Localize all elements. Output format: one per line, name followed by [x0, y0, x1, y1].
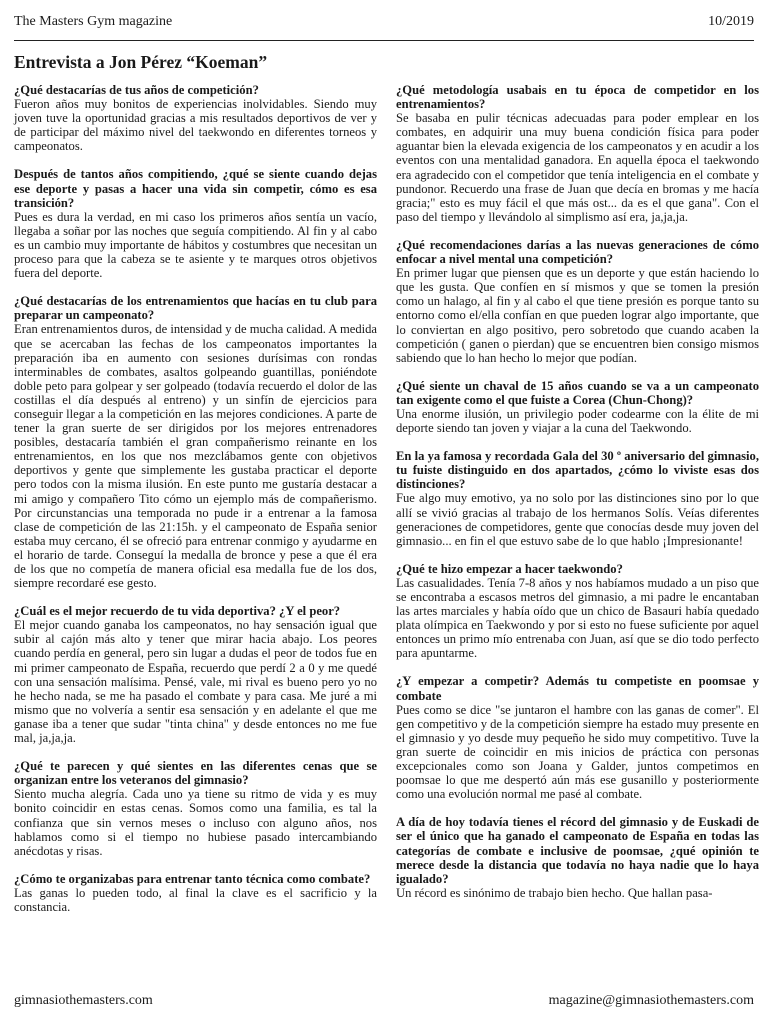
answer: Las casualidades. Tenía 7-8 años y nos habíamos mudado a un piso que se encontraba a escasos metros del gimnasio, a mi padre le encantaban las artes marciales y había oído que un chico de Basauri había quedado plata olímpica en Taekwondo y por si esto no fuese suficiente por aquel entonces un primo mío entrenaba con Juan, así que se dio todo perfecto para apuntarme.: [396, 575, 759, 661]
page-header: [14, 14, 754, 36]
answer: Las ganas lo pueden todo, al final la clave es el sacrificio y la constancia.: [14, 885, 377, 914]
question: ¿Qué te parecen y qué sientes en las diferentes cenas que se organizan entre los veteranos del gimnasio?: [14, 759, 377, 788]
question: ¿Y empezar a competir? Además tu competiste en poomsae y combate: [396, 674, 759, 703]
question: ¿Cuál es el mejor recuerdo de tu vida deportiva? ¿Y el peor?: [14, 604, 341, 619]
issue-date: 10/2019: [708, 14, 754, 29]
question: ¿Cómo te organizabas para entrenar tanto técnica como combate?: [14, 871, 371, 886]
answer: Una enorme ilusión, un privilegio poder codearme con la élite de mi deporte siendo tan joven y viajar a la cuna del Taekwondo.: [396, 406, 759, 436]
question: Después de tantos años compitiendo, ¿qué se siente cuando dejas ese deporte y pasas a hacer una vida sin competir, cómo es esa transición?: [14, 167, 377, 210]
answer: Fueron años muy bonitos de experiencias inolvidables. Siendo muy joven tuve la oportunidad gracias a mis resultados deportivos de ver y de participar del máximo nivel del taekwondo en diferentes torneos y campeonatos.: [14, 97, 377, 154]
header-divider: [14, 40, 754, 41]
answer: Pues como se dice "se juntaron el hambre con las ganas de comer". El gen competitivo y de la competición siempre ha estado muy presente en el gimnasio y yo desde muy pequeño he sido muy competitivo. Tuve la gran suerte de coincidir en mis inicios de práctica con personas excepcionales como son Joana y Galder, juntos competimos en poomsae lo que me despertó aún más ese gusanillo y posteriormente como una evolución normal me pasé al combate.: [396, 702, 759, 802]
answer: En primer lugar que piensen que es un deporte y que están haciendo lo que les gusta. Que confíen en sí mismos y que se tomen la presión como un halago, al fin y al cabo el que tiene presión es porque tanto su entorno como el/ella confían en que pueden lograr algo importante, que lo conviertan en algo positivo, pero sobretodo que cuando acaben la competición ( ganen o pierdan) que se encuentren bien consigo mismos sabiendo que lo han hecho lo mejor que podían.: [396, 266, 759, 365]
answer: Eran entrenamientos duros, de intensidad y de mucha calidad. A medida que se acercaban las fechas de los campeonatos importantes la preparación iba en aumento con sesiones durísimas con rondas interminables de combates, asaltos golpeando guantillas, poniéndote doble peto para golpear y ser golpeado (todavía recuerdo el dolor de las costillas el día después al entreno) y un sinfín de ejercicios para conseguir llegar a la competición en las mejores condiciones. A parte de tener la gran suerte de ser dirigidos por los mejores entrenadores posibles, destacaría también el gran compañerismo reinante en los entrenamientos, en los que nos mezclábamos gente con objetivos deportivos y gente que simplemente les gustaba practicar el deporte pero todos con la misma ilusión. En este punto me gustaría destacar a mi amigo y compañero Tito cómo un ejemplo más de compañerismo. Por circunstancias una temporada no pude ir a entrenar a la famosa clase de competición de las 21:15h. y el campeonato de España senior estaba muy cercano, él se ofreció para entrenar conmigo y ayudarme en el horario de tarde. Conseguí la medalla de bronce y pese a que él era de los que no competía de manera oficial esa medalla fue de los dos, siempre recordaré ese gesto.: [14, 322, 378, 591]
answer: El mejor cuando ganaba los campeonatos, no hay sensación igual que subir al cajón más alto y tener que mirar hacia abajo. Los peores cuando perdía en general, pero sin lugar a dudas el peor de todos fue en mi primer campeonato de España, recuerdo que perdí 2 a 0 y me quedé con una sensación malísima. Pensé, vale, mi rival es bueno pero yo no he hecho nada, se me ha pasado el combate y para casa. Me juré a mi mismo que no volvería a sentir esa sensación y en adelante el que me ganase iba a tener que sudar "tinta china" y desde entonces no me fue mal, ja,ja,ja.: [14, 618, 377, 746]
left-column: [14, 83, 377, 928]
question: ¿Qué destacarías de los entrenamientos que hacías en tu club para preparar un campeonato?: [14, 294, 377, 323]
answer: Se basaba en pulir técnicas adecuadas para poder emplear en los combates, en adquirir una muy buena condición física para poder aguantar bien la elevada exigencia de los campeonatos y en acudir a los eventos con una mentalidad ganadora. En aquella época el taekwondo era agradecido con el competidor que tenía inteligencia en el combate y pundonor. Recuerdo una frase de Juan que decía en bromas y me hacía gracia;" esto es muy fácil el que más ost... da es el que gana". Con el paso del tiempo y llevándolo al simplismo así era, ja,ja,ja.: [396, 111, 759, 224]
answer: Fue algo muy emotivo, ya no solo por las distinciones sino por lo que allí se vivió gracias al trabajo de los hermanos Solís. Veías diferentes generaciones de competidores, gente que conocías desde muy joven del gimnasio... en fin el que estuvo sabe de lo que hablo ¡Impresionante!: [396, 491, 759, 548]
question: En la ya famosa y recordada Gala del 30 º aniversario del gimnasio, tu fuiste distinguido en dos apartados, ¿cómo lo viviste esas dos distinciones?: [396, 449, 759, 492]
publication-name: The Masters Gym magazine: [14, 14, 173, 29]
question: ¿Qué destacarías de tus años de competición?: [14, 83, 259, 97]
answer: Pues es dura la verdad, en mi caso los primeros años sentía un vacío, llegaba a soñar por las noches que seguía compitiendo. Al fin y al cabo es un cambio muy importante de hábitos y costumbres que necesitan un proceso para que la cabeza se te asiente y te marques otros objetivos fuera del deporte.: [14, 209, 377, 281]
question: ¿Qué te hizo empezar a hacer taekwondo?: [396, 561, 623, 576]
website-link[interactable]: gimnasiothemasters.com: [14, 993, 153, 1008]
answer: Un récord es sinónimo de trabajo bien hecho. Que hallan pasa-: [396, 885, 713, 900]
question: ¿Qué metodología usabais en tu época de competidor en los entrenamientos?: [396, 83, 759, 112]
question: ¿Qué recomendaciones darías a las nuevas generaciones de cómo enfocar a nivel mental una competición?: [396, 237, 759, 267]
question: A día de hoy todavía tienes el récord del gimnasio y de Euskadi de ser el único que ha ganado el campeonato de España en todas las categorías de combate e inclusive de poomsae, ¿qué opinión te merece desde la distancia que todavía no haya nadie que lo haya igualado?: [396, 815, 759, 886]
email-link[interactable]: magazine@gimnasiothemasters.com: [548, 993, 754, 1008]
question: ¿Qué siente un chaval de 15 años cuando se va a un campeonato tan exigente como el que fuiste a Corea (Chun-Chong)?: [396, 378, 759, 407]
answer: Siento mucha alegría. Cada uno ya tiene su ritmo de vida y es muy bonito coincidir en estas cenas. Somos como una familia, es tal la confianza que sin vernos meses o incluso con alguno años, nos hablamos como si el tiempo no hubiese pasado intercambiando anécdotas y risas.: [14, 787, 377, 858]
article-title: Entrevista a Jon Pérez “Koeman”: [14, 52, 268, 72]
right-column: [396, 83, 759, 914]
